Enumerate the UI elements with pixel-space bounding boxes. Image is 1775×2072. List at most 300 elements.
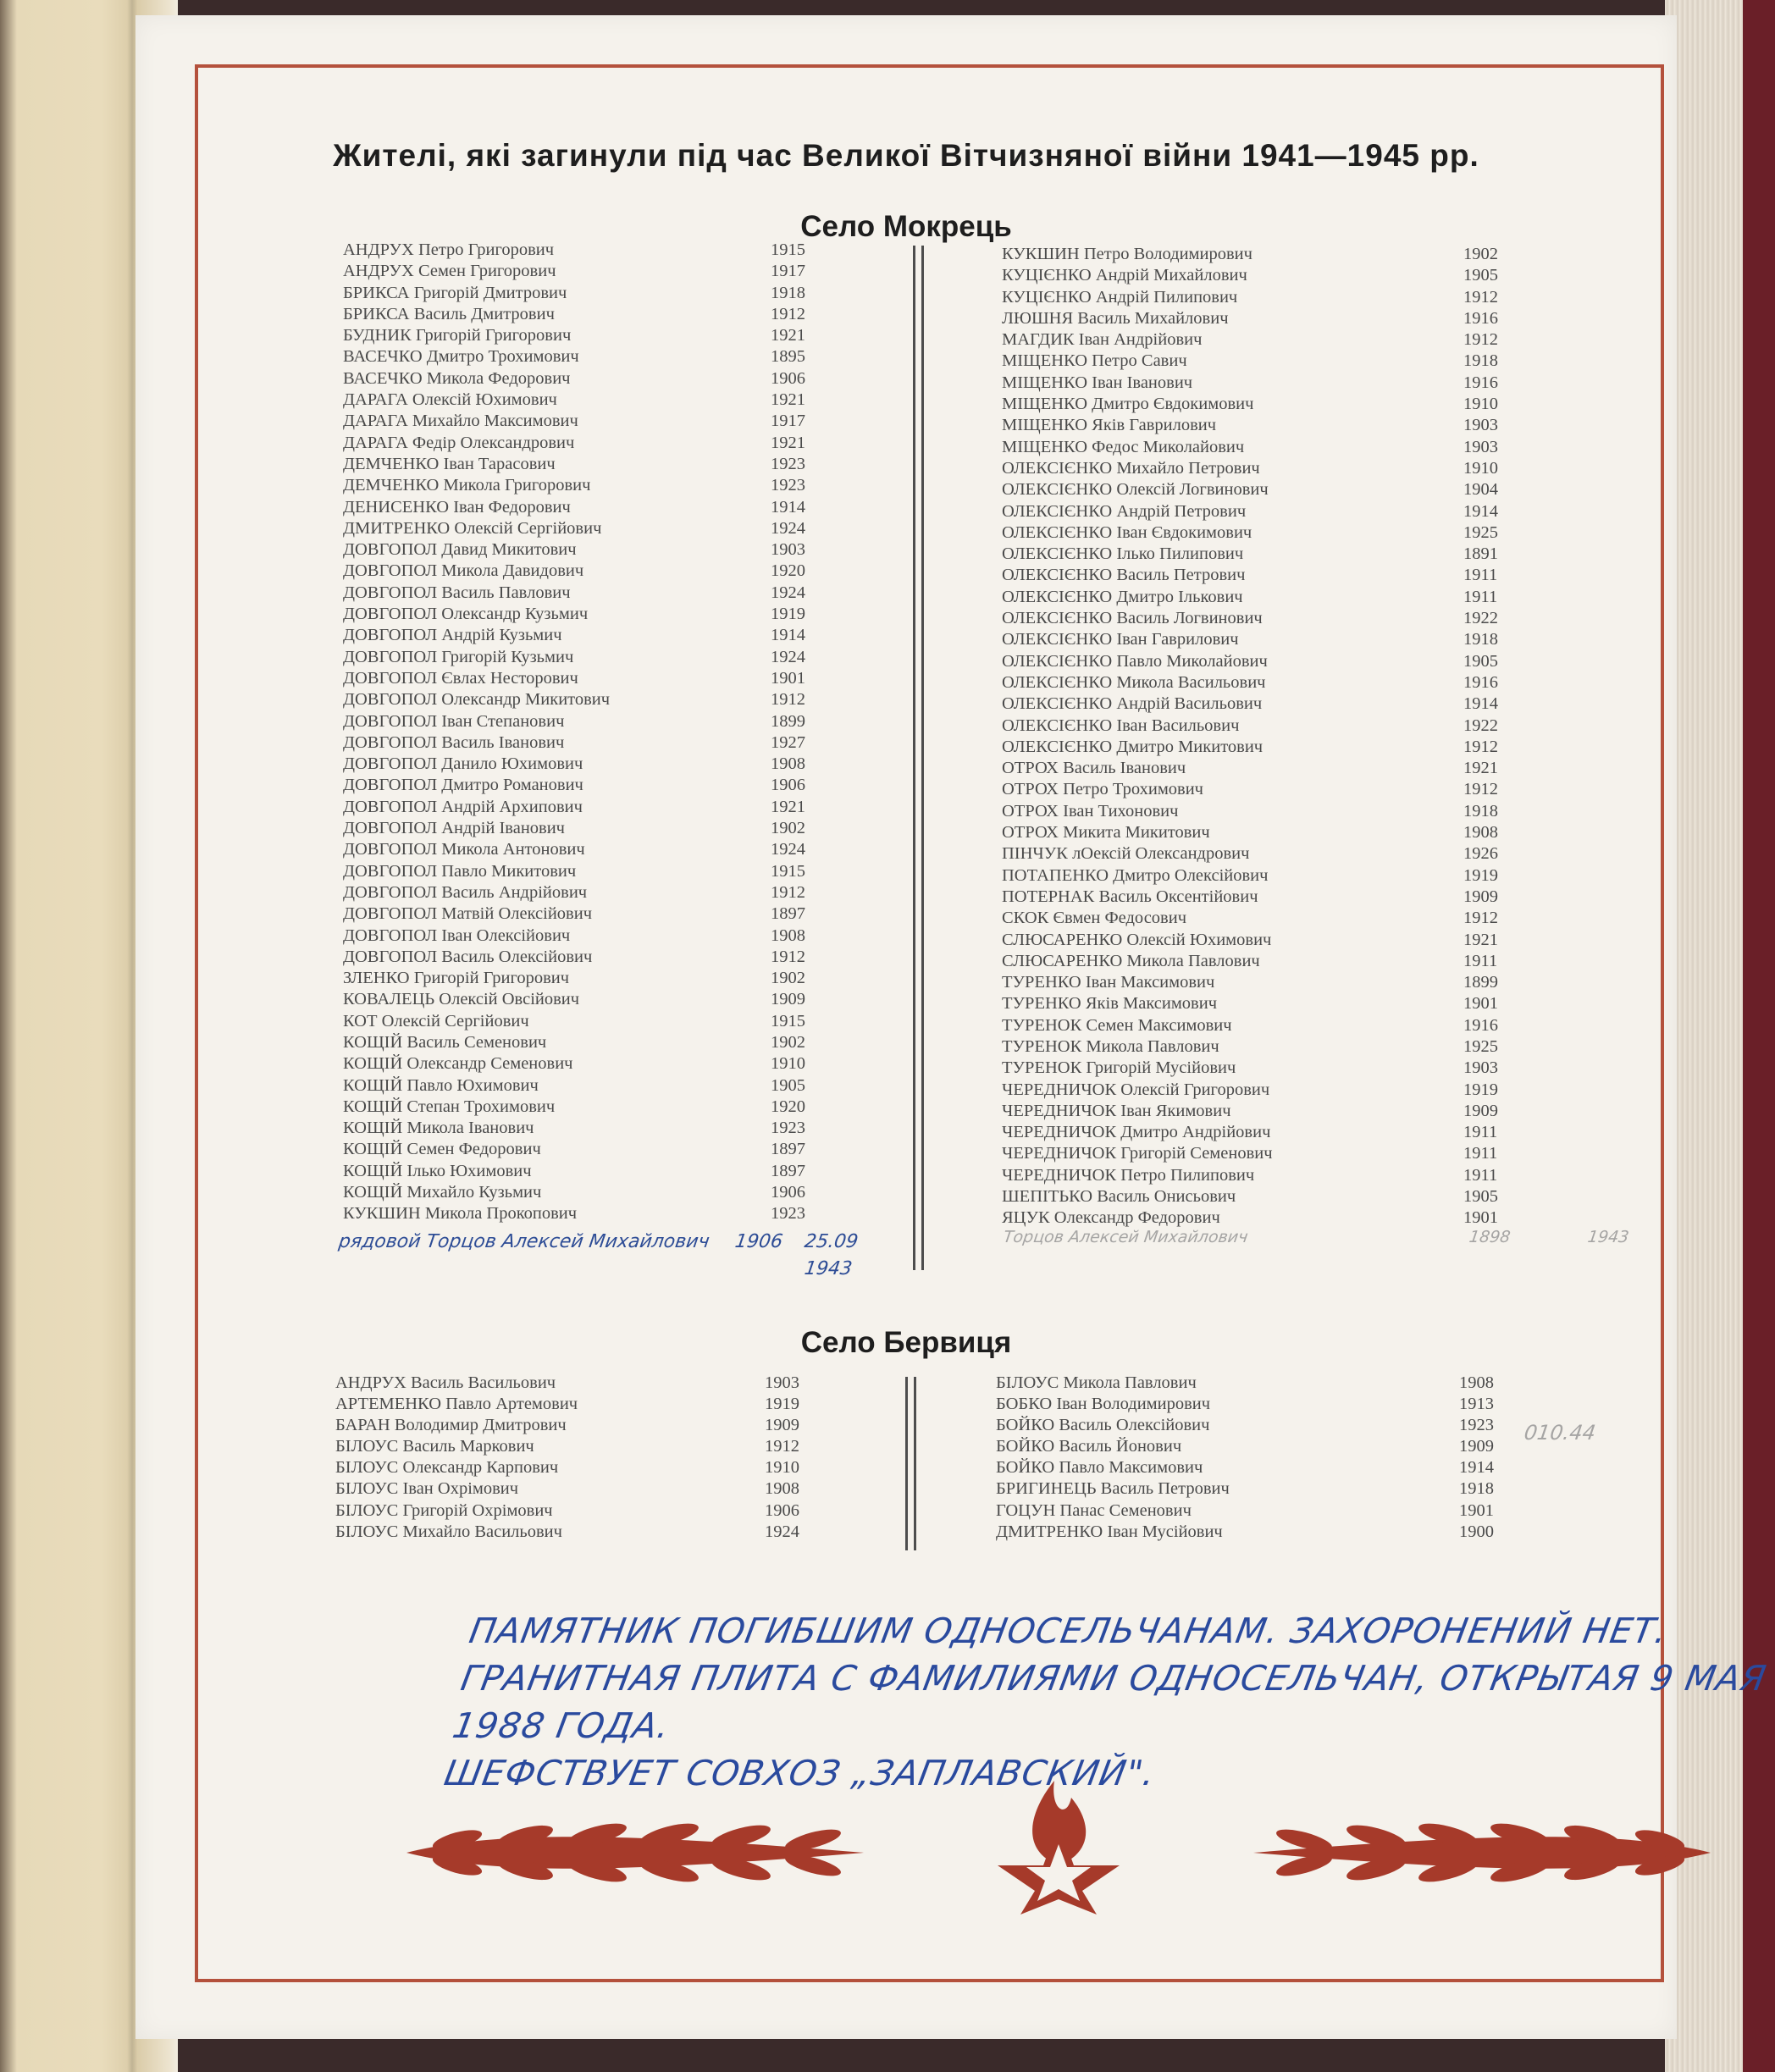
list-item	[343, 754, 987, 775]
surname: МІЩЕНКО	[1002, 395, 1088, 414]
surname: КОВАЛЕЦЬ	[343, 990, 435, 1009]
birth-year: 1912	[1463, 287, 1498, 307]
given-names: Петро Григорович	[417, 240, 555, 259]
person-name	[1002, 1143, 1273, 1164]
person-name	[343, 668, 578, 689]
surname: ДОВГОПОЛ	[343, 561, 438, 581]
given-names: Олексій Сергійович	[381, 1011, 529, 1030]
list-item	[1002, 522, 1645, 544]
surname: ДОВГОПОЛ	[343, 947, 438, 966]
given-names: Григорій Григорович	[415, 326, 572, 345]
surname: КОТ	[343, 1011, 378, 1030]
given-names: Дмитро Андрійович	[1120, 1123, 1271, 1142]
birth-year: 1909	[1463, 887, 1498, 906]
person-name	[1002, 865, 1268, 887]
person-name	[343, 1011, 529, 1032]
surname: ДОВГОПОЛ	[343, 732, 438, 752]
given-names: Іван Охрімович	[402, 1479, 519, 1499]
birth-year: 1911	[1463, 587, 1498, 606]
surname: ДОВГОПОЛ	[343, 711, 438, 731]
person-name	[1002, 1186, 1236, 1207]
given-names: Семен Максимович	[1086, 1015, 1232, 1035]
person-name	[996, 1436, 1181, 1457]
surname: ЯЦУК	[1002, 1208, 1050, 1228]
person-name	[1002, 993, 1217, 1014]
person-name	[1002, 908, 1186, 929]
surname: ТУРЕНОК	[1002, 1036, 1082, 1056]
person-name	[1002, 1101, 1231, 1122]
surname: КОЩІЙ	[343, 1183, 403, 1202]
list-item	[1002, 758, 1645, 779]
birth-year: 1916	[1463, 672, 1498, 692]
surname: АНДРУХ	[343, 262, 414, 281]
birth-year: 1903	[1463, 1058, 1498, 1078]
list-item	[1002, 908, 1645, 929]
person-name	[1002, 629, 1239, 650]
birth-year: 1924	[771, 583, 805, 602]
given-names: Григорій Кузьмич	[441, 647, 574, 666]
birth-year: 1924	[771, 647, 805, 666]
list-item	[1002, 287, 1645, 308]
list-item	[343, 518, 987, 539]
person-name	[343, 1118, 534, 1139]
surname: БОБКО	[996, 1395, 1053, 1414]
person-name	[335, 1373, 556, 1394]
birth-year: 1919	[1463, 1080, 1498, 1099]
person-name	[335, 1415, 567, 1436]
list-item	[343, 368, 987, 390]
person-name	[1002, 1207, 1220, 1229]
birth-year: 1919	[771, 605, 805, 624]
surname: ОТРОХ	[1002, 801, 1059, 821]
birth-year: 1924	[771, 840, 805, 859]
surname: ВАСЕЧКО	[343, 368, 423, 388]
list-item	[1002, 458, 1645, 479]
list-item	[1002, 351, 1645, 372]
birth-year: 1910	[771, 1054, 805, 1074]
birth-year: 1908	[1459, 1373, 1494, 1392]
birth-year: 1922	[1463, 716, 1498, 735]
birth-year: 1914	[1459, 1458, 1494, 1478]
surname: ДЕНИСЕНКО	[343, 497, 450, 517]
birth-year: 1921	[1463, 759, 1498, 778]
birth-year: 1897	[771, 1140, 805, 1159]
given-names: Іван Тарасович	[443, 454, 556, 473]
birth-year: 1914	[1463, 694, 1498, 714]
given-names: Ілько Пилипович	[1116, 544, 1244, 564]
list-item	[343, 390, 987, 411]
list-item	[996, 1373, 1640, 1394]
given-names: Давид Микитович	[441, 540, 577, 560]
list-item	[343, 797, 987, 818]
person-name	[343, 882, 587, 903]
given-names: Іван Євдокимович	[1116, 522, 1252, 542]
person-name	[335, 1478, 518, 1500]
surname: ДОВГОПОЛ	[343, 882, 438, 902]
list-item	[1002, 501, 1645, 522]
surname: ВАСЕЧКО	[343, 347, 423, 367]
person-name	[996, 1415, 1209, 1436]
surname: ЧЕРЕДНИЧОК	[1002, 1144, 1117, 1163]
birth-year: 1918	[771, 283, 805, 302]
list-item	[335, 1500, 979, 1522]
list-item	[343, 647, 987, 668]
note-line: ГРАНИТНАЯ ПЛИТА С ФАМИЛИЯМИ ОДНОСЕЛЬЧАН, ОТКРЫТАЯ 9 МАЯ 1988 ГОДА.	[449, 1658, 1770, 1746]
surname: МІЩЕНКО	[1002, 416, 1088, 435]
person-name	[1002, 437, 1244, 458]
handwritten-birth-year: 1906	[733, 1231, 784, 1252]
given-names: Семен Федорович	[406, 1140, 541, 1159]
given-names: Василь Андрійович	[441, 882, 588, 902]
person-name	[343, 903, 592, 925]
birth-year: 1912	[1463, 737, 1498, 756]
surname: ОЛЕКСІЄНКО	[1002, 566, 1113, 585]
person-name	[996, 1478, 1230, 1500]
list-item	[1002, 265, 1645, 286]
surname: ДОВГОПОЛ	[343, 540, 438, 560]
surname: ДАРАГА	[343, 433, 408, 452]
list-item	[343, 325, 987, 346]
list-item	[343, 304, 987, 325]
list-item	[1002, 651, 1645, 672]
person-name	[343, 583, 571, 604]
given-names: Дмитро Микитович	[1116, 737, 1264, 756]
birth-year: 1902	[771, 969, 805, 988]
given-names: Василь Семенович	[406, 1032, 547, 1052]
person-name	[343, 775, 583, 796]
surname: КОЩІЙ	[343, 1140, 403, 1159]
pencil-death-year: 1943	[1586, 1228, 1630, 1246]
list-item	[343, 283, 987, 304]
person-name	[1002, 951, 1260, 972]
list-item	[343, 711, 987, 732]
person-name	[343, 625, 562, 646]
given-names: Микола Антонович	[441, 840, 585, 859]
handwritten-note	[440, 1607, 1775, 1797]
person-name	[343, 711, 564, 732]
list-item	[1002, 993, 1645, 1014]
surname: ТУРЕНКО	[1002, 973, 1081, 992]
given-names: Микола Павлович	[1126, 951, 1260, 970]
birth-year: 1899	[1463, 973, 1498, 992]
list-item	[1002, 801, 1645, 822]
birth-year: 1918	[1463, 801, 1498, 821]
surname: ТУРЕНОК	[1002, 1058, 1082, 1078]
birth-year: 1914	[771, 626, 805, 645]
list-item	[996, 1478, 1640, 1500]
given-names: Євмен Федосович	[1053, 909, 1187, 928]
person-name	[1002, 693, 1262, 715]
person-name	[343, 561, 583, 582]
surname: ДМИТРЕНКО	[996, 1522, 1103, 1541]
village-title-bervytsia: Село Бервиця	[800, 1326, 1012, 1359]
list-item	[335, 1457, 979, 1478]
given-names: Василь Олексійович	[441, 947, 593, 966]
person-name	[1002, 373, 1192, 394]
list-item	[343, 903, 987, 925]
person-name	[1002, 544, 1243, 565]
surname: ОТРОХ	[1002, 823, 1059, 843]
birth-year: 1911	[1463, 1123, 1498, 1142]
surname: ДОВГОПОЛ	[343, 583, 438, 602]
birth-year: 1901	[1463, 994, 1498, 1014]
birth-year: 1926	[1463, 844, 1498, 864]
given-names: Григорій Мусійович	[1086, 1058, 1236, 1078]
list-item	[1002, 1101, 1645, 1122]
surname: ДОВГОПОЛ	[343, 690, 438, 710]
surname: ОЛЕКСІЄНКО	[1002, 716, 1113, 735]
list-item	[1002, 1080, 1645, 1101]
given-names: Матвій Олексійович	[441, 904, 593, 924]
given-names: Михайло Кузьмич	[406, 1183, 542, 1202]
person-name	[1002, 244, 1252, 265]
list-item	[996, 1457, 1640, 1478]
given-names: Василь Олексійович	[1059, 1416, 1210, 1435]
person-name	[1002, 737, 1263, 758]
surname: ДОВГОПОЛ	[343, 647, 438, 666]
given-names: Микола Васильович	[1116, 672, 1266, 692]
birth-year: 1906	[771, 368, 805, 388]
given-names: Олексій Юхимович	[412, 390, 557, 410]
given-names: Василь Маркович	[402, 1437, 534, 1456]
list-item	[1002, 329, 1645, 351]
given-names: Олексій Юхимович	[1126, 930, 1272, 949]
given-names: Федір Олександрович	[412, 433, 575, 452]
person-name	[1002, 972, 1214, 993]
given-names: Микола Федорович	[426, 368, 571, 388]
surname: КУКШИН	[343, 1204, 421, 1224]
surname: ГОЦУН	[996, 1500, 1056, 1520]
given-names: Іван Степанович	[441, 711, 565, 731]
surname: БОЙКО	[996, 1416, 1055, 1435]
person-name	[335, 1457, 558, 1478]
birth-year: 1897	[771, 1161, 805, 1180]
surname: ОЛЕКСІЄНКО	[1002, 651, 1113, 671]
person-name	[1002, 265, 1247, 286]
person-name	[343, 539, 577, 561]
list-item	[1002, 437, 1645, 458]
list-item	[343, 818, 987, 839]
given-names: Іван Максимович	[1085, 973, 1215, 992]
list-item	[335, 1522, 979, 1543]
person-name	[1002, 716, 1239, 737]
surname: БРИГИНЕЦЬ	[996, 1479, 1097, 1499]
handwritten-addition: рядовой Торцов Алексей Михайлович	[337, 1231, 711, 1252]
list-item	[343, 839, 987, 860]
given-names: Дмитро Романович	[441, 776, 583, 795]
list-item	[343, 1182, 987, 1203]
list-item	[343, 1139, 987, 1160]
given-names: Василь Іванович	[1063, 759, 1186, 778]
surname: ЧЕРЕДНИЧОК	[1002, 1080, 1117, 1099]
surname: БІЛОУС	[335, 1479, 399, 1499]
list-item	[1002, 373, 1645, 394]
given-names: Іван Гаврилович	[1116, 630, 1239, 649]
person-name	[343, 475, 590, 496]
given-names: Павло Юхимович	[406, 1075, 539, 1095]
person-name	[1002, 1080, 1269, 1101]
surname: ОЛЕКСІЄНКО	[1002, 522, 1113, 542]
given-names: Михайло Васильович	[402, 1522, 562, 1541]
list-item	[996, 1522, 1640, 1543]
birth-year: 1916	[1463, 308, 1498, 328]
surname: ДАРАГА	[343, 390, 408, 410]
birth-year: 1906	[771, 1183, 805, 1202]
list-item	[343, 1053, 987, 1075]
person-name	[996, 1457, 1203, 1478]
list-item	[343, 261, 987, 282]
person-name	[1002, 1165, 1254, 1186]
surname: ПОТАПЕНКО	[1002, 865, 1109, 885]
person-name	[343, 1053, 573, 1075]
surname: МАГДИК	[1002, 330, 1075, 350]
surname: ОТРОХ	[1002, 759, 1059, 778]
birth-year: 1925	[1463, 1036, 1498, 1056]
person-name	[1002, 779, 1203, 800]
person-name	[343, 839, 585, 860]
list-item	[1002, 716, 1645, 737]
given-names: Іван Якимович	[1120, 1101, 1231, 1120]
given-names: Григорій Семенович	[1120, 1144, 1273, 1163]
list-item	[335, 1373, 979, 1394]
birth-year: 1920	[771, 561, 805, 581]
person-name	[1002, 1122, 1270, 1143]
person-name	[335, 1500, 553, 1522]
surname: ТУРЕНОК	[1002, 1015, 1082, 1035]
person-name	[343, 818, 565, 839]
given-names: Петро Савич	[1092, 351, 1187, 371]
person-name	[996, 1394, 1210, 1415]
surname: ШЕПІТЬКО	[1002, 1187, 1093, 1207]
list-item	[343, 240, 987, 261]
list-item	[996, 1500, 1640, 1522]
person-name	[1002, 1036, 1219, 1058]
person-name	[343, 1161, 532, 1182]
birth-year: 1903	[1463, 437, 1498, 456]
person-name	[1002, 415, 1216, 436]
given-names: Василь Логвинович	[1116, 609, 1263, 628]
given-names: Дмитро Олексійович	[1113, 865, 1269, 885]
person-name	[335, 1522, 562, 1543]
given-names: Олексій Овсійович	[439, 990, 580, 1009]
list-item	[1002, 737, 1645, 758]
list-item	[343, 989, 987, 1010]
list-item	[335, 1478, 979, 1500]
person-name	[1002, 501, 1246, 522]
person-name	[343, 283, 567, 304]
given-names: Степан Трохимович	[406, 1097, 556, 1116]
given-names: Олексій Логвинович	[1116, 480, 1269, 500]
birth-year: 1903	[765, 1373, 799, 1392]
given-names: Андрій Петрович	[1116, 501, 1247, 521]
given-names: Павло Артемович	[445, 1395, 578, 1414]
birth-year: 1918	[1459, 1479, 1494, 1499]
list-item	[343, 1032, 987, 1053]
given-names: Іван Іванович	[1092, 373, 1193, 392]
list-item	[1002, 629, 1645, 650]
person-name	[343, 433, 574, 454]
birth-year: 1899	[771, 711, 805, 731]
birth-year: 1924	[765, 1522, 799, 1541]
list-item	[343, 1075, 987, 1097]
person-name	[996, 1522, 1223, 1543]
person-name	[1002, 565, 1245, 586]
column-divider	[921, 246, 924, 1270]
given-names: Василь Іванович	[441, 732, 565, 752]
birth-year: 1927	[771, 732, 805, 752]
birth-year: 1912	[771, 947, 805, 966]
person-name	[1002, 458, 1260, 479]
surname: КОЩІЙ	[343, 1054, 403, 1074]
surname: ДОВГОПОЛ	[343, 797, 438, 816]
list-item	[1002, 1165, 1645, 1186]
surname: БІЛОУС	[996, 1373, 1059, 1392]
birth-year: 1921	[771, 797, 805, 816]
list-item	[1002, 1058, 1645, 1079]
birth-year: 1902	[771, 1032, 805, 1052]
list-item	[1002, 587, 1645, 608]
person-name	[343, 497, 571, 518]
birth-year: 1912	[771, 690, 805, 710]
list-item	[343, 861, 987, 882]
person-name	[1002, 822, 1210, 843]
given-names: Василь Дмитрович	[413, 304, 555, 323]
birth-year: 1910	[765, 1458, 799, 1478]
surname: ДОВГОПОЛ	[343, 754, 438, 774]
birth-year: 1908	[771, 754, 805, 774]
birth-year: 1900	[1459, 1522, 1494, 1541]
birth-year: 1915	[771, 1011, 805, 1030]
given-names: Олексій Григорович	[1120, 1080, 1270, 1099]
person-name	[343, 325, 571, 346]
surname: ДОВГОПОЛ	[343, 904, 438, 924]
surname: КОЩІЙ	[343, 1119, 403, 1138]
birth-year: 1903	[1463, 416, 1498, 435]
column-divider	[913, 246, 915, 1270]
given-names: Григорій Дмитрович	[413, 283, 567, 302]
birth-year: 1920	[771, 1097, 805, 1116]
person-name	[1002, 843, 1249, 865]
surname: ЧЕРЕДНИЧОК	[1002, 1165, 1117, 1185]
pencil-birth-year: 1898	[1468, 1228, 1512, 1246]
given-names: Микола Павлович	[1086, 1036, 1219, 1056]
given-names: Іван Олексійович	[441, 925, 571, 945]
list-item	[1002, 843, 1645, 865]
note-line: ПАМЯТНИК ПОГИБШИМ ОДНОСЕЛЬЧАНАМ. ЗАХОРОНЕНИЙ НЕТ.	[466, 1611, 1671, 1651]
given-names: Павло Микитович	[441, 861, 577, 881]
surname: КУКШИН	[1002, 245, 1080, 263]
surname: ОЛЕКСІЄНКО	[1002, 609, 1113, 628]
list-item	[1002, 972, 1645, 993]
given-names: Василь Петрович	[1116, 566, 1246, 585]
given-names: Михайло Максимович	[412, 412, 578, 431]
list-item	[1002, 308, 1645, 329]
person-name	[1002, 479, 1269, 500]
surname: ОЛЕКСІЄНКО	[1002, 694, 1113, 714]
surname: ДАРАГА	[343, 412, 408, 431]
pencil-addition: Торцов Алексей Михайлович	[1002, 1228, 1249, 1246]
given-names: Василь Васильович	[410, 1373, 556, 1392]
surname: ДОВГОПОЛ	[343, 840, 438, 859]
list-item	[343, 625, 987, 646]
birth-year: 1923	[771, 1119, 805, 1138]
surname: КОЩІЙ	[343, 1032, 403, 1052]
birth-year: 1911	[1463, 1165, 1498, 1185]
person-name	[343, 797, 583, 818]
birth-year: 1918	[1463, 351, 1498, 371]
birth-year: 1908	[765, 1479, 799, 1499]
person-name	[343, 261, 556, 282]
